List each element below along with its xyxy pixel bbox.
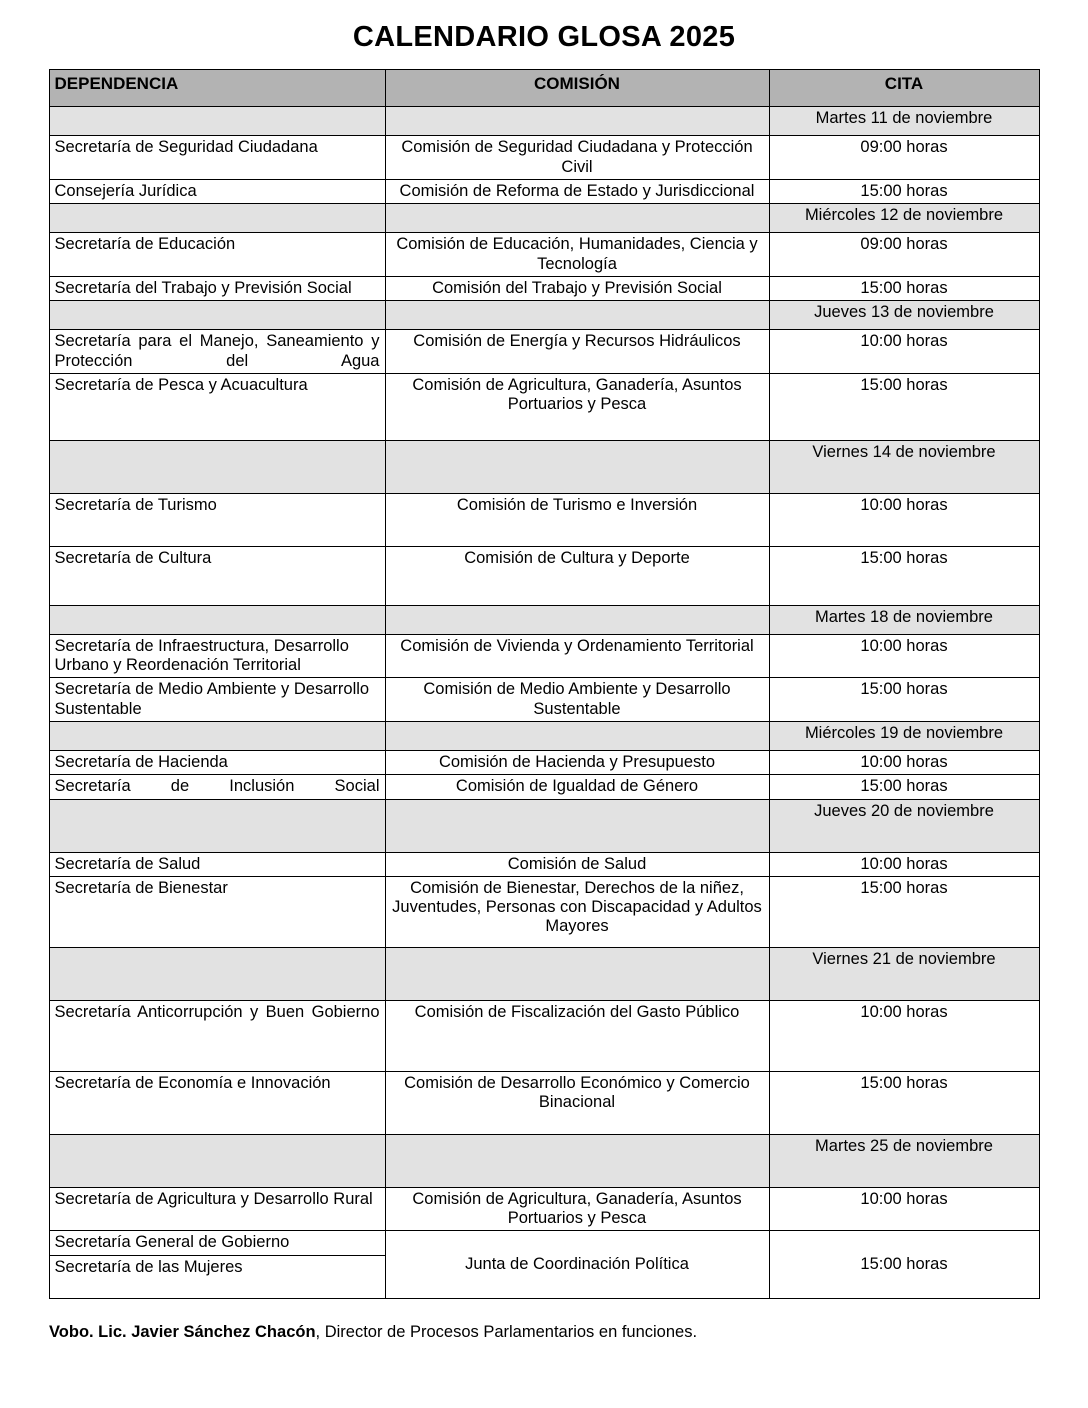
column-header-comision: COMISIÓN [385,70,769,107]
date-label: Viernes 21 de noviembre [769,947,1039,1000]
date-row-spacer-dependencia [49,947,385,1000]
table-row [49,493,1039,546]
date-row-spacer-comision [385,301,769,330]
cell-dependencia: Secretaría de Cultura [49,546,385,605]
table-row [49,1187,1039,1231]
table-row [49,1231,1039,1255]
cell-cita: 15:00 horas [769,876,1039,947]
cell-comision: Comisión de Salud [385,852,769,876]
cell-dependencia: Secretaría Anticorrupción y Buen Gobierno [49,1000,385,1071]
date-row-spacer-comision [385,799,769,852]
date-label: Martes 18 de noviembre [769,605,1039,634]
table-row [49,852,1039,876]
date-row-spacer-dependencia [49,722,385,751]
cell-dependencia: Secretaría de Salud [49,852,385,876]
cell-cita: 10:00 horas [769,1000,1039,1071]
date-section-row [49,107,1039,136]
cell-dependencia: Secretaría de Seguridad Ciudadana [49,136,385,180]
table-row [49,751,1039,775]
footer-signer-name: Vobo. Lic. Javier Sánchez Chacón [49,1322,316,1341]
date-row-spacer-dependencia [49,799,385,852]
cell-comision: Comisión de Agricultura, Ganadería, Asuntos Portuarios y Pesca [385,373,769,440]
date-row-spacer-dependencia [49,1134,385,1187]
date-section-row [49,605,1039,634]
table-row [49,330,1039,374]
table-row [49,775,1039,799]
cell-cita: 15:00 horas [769,775,1039,799]
cell-comision: Comisión de Seguridad Ciudadana y Protección Civil [385,136,769,180]
date-label: Jueves 13 de noviembre [769,301,1039,330]
date-section-row [49,1134,1039,1187]
cell-cita: 09:00 horas [769,233,1039,277]
cell-comision: Comisión de Bienestar, Derechos de la niñez, Juventudes, Personas con Discapacidad y Adultos Mayores [385,876,769,947]
date-section-row [49,947,1039,1000]
cell-comision: Comisión de Desarrollo Económico y Comercio Binacional [385,1071,769,1134]
cell-cita: 15:00 horas [769,373,1039,440]
cell-comision: Comisión de Turismo e Inversión [385,493,769,546]
date-section-row [49,301,1039,330]
date-label: Martes 11 de noviembre [769,107,1039,136]
cell-dependencia: Secretaría General de Gobierno [49,1231,385,1255]
cell-dependencia: Secretaría de Agricultura y Desarrollo Rural [49,1187,385,1231]
cell-cita: 10:00 horas [769,634,1039,678]
cell-comision: Comisión de Fiscalización del Gasto Público [385,1000,769,1071]
date-row-spacer-dependencia [49,440,385,493]
cell-cita: 15:00 horas [769,276,1039,300]
cell-dependencia: Secretaría de Turismo [49,493,385,546]
date-row-spacer-dependencia [49,605,385,634]
table-row [49,678,1039,722]
cell-dependencia: Secretaría de las Mujeres [49,1255,385,1298]
table-row [49,373,1039,440]
date-row-spacer-dependencia [49,204,385,233]
date-row-spacer-comision [385,1134,769,1187]
cell-comision: Comisión de Agricultura, Ganadería, Asuntos Portuarios y Pesca [385,1187,769,1231]
column-header-cita: CITA [769,70,1039,107]
cell-dependencia: Secretaría de Hacienda [49,751,385,775]
cell-dependencia: Secretaría para el Manejo, Saneamiento y Protección del Agua [49,330,385,374]
table-row [49,876,1039,947]
cell-dependencia: Secretaría del Trabajo y Previsión Social [49,276,385,300]
cell-dependencia: Consejería Jurídica [49,180,385,204]
cell-cita: 15:00 horas [769,1071,1039,1134]
date-row-spacer-comision [385,107,769,136]
cell-comision: Comisión de Hacienda y Presupuesto [385,751,769,775]
cell-comision: Comisión de Educación, Humanidades, Ciencia y Tecnología [385,233,769,277]
cell-comision: Comisión del Trabajo y Previsión Social [385,276,769,300]
footer-signer-role: , Director de Procesos Parlamentarios en funciones. [315,1322,698,1341]
calendar-table-body [49,107,1039,1298]
date-label: Martes 25 de noviembre [769,1134,1039,1187]
date-row-spacer-comision [385,440,769,493]
cell-comision: Comisión de Medio Ambiente y Desarrollo Sustentable [385,678,769,722]
cell-comision: Comisión de Energía y Recursos Hidráulicos [385,330,769,374]
cell-dependencia: Secretaría de Economía e Innovación [49,1071,385,1134]
cell-cita: 10:00 horas [769,493,1039,546]
date-label: Miércoles 12 de noviembre [769,204,1039,233]
cell-cita: 10:00 horas [769,330,1039,374]
cell-cita: 09:00 horas [769,136,1039,180]
cell-dependencia: Secretaría de Inclusión Social [49,775,385,799]
date-section-row [49,799,1039,852]
table-row [49,1000,1039,1071]
cell-cita: 15:00 horas [769,546,1039,605]
date-row-spacer-dependencia [49,107,385,136]
table-header-row [49,70,1039,107]
date-label: Viernes 14 de noviembre [769,440,1039,493]
cell-dependencia: Secretaría de Pesca y Acuacultura [49,373,385,440]
table-row [49,180,1039,204]
cell-cita: 10:00 horas [769,751,1039,775]
calendar-table [49,69,1040,1298]
cell-comision: Comisión de Reforma de Estado y Jurisdiccional [385,180,769,204]
date-row-spacer-comision [385,722,769,751]
cell-dependencia: Secretaría de Infraestructura, Desarrollo Urbano y Reordenación Territorial [49,634,385,678]
date-section-row [49,722,1039,751]
cell-cita: 15:00 horas [769,1231,1039,1298]
cell-comision: Comisión de Igualdad de Género [385,775,769,799]
table-row [49,634,1039,678]
cell-cita: 10:00 horas [769,1187,1039,1231]
page-title: CALENDARIO GLOSA 2025 [352,21,736,53]
date-label: Miércoles 19 de noviembre [769,722,1039,751]
cell-cita: 15:00 horas [769,180,1039,204]
table-row [49,546,1039,605]
date-label: Jueves 20 de noviembre [769,799,1039,852]
column-header-dependencia: DEPENDENCIA [49,70,385,107]
cell-comision: Comisión de Cultura y Deporte [385,546,769,605]
cell-dependencia: Secretaría de Bienestar [49,876,385,947]
cell-cita: 15:00 horas [769,678,1039,722]
date-section-row [49,204,1039,233]
table-row [49,136,1039,180]
cell-comision: Junta de Coordinación Política [385,1231,769,1298]
date-row-spacer-dependencia [49,301,385,330]
date-row-spacer-comision [385,204,769,233]
table-row [49,276,1039,300]
date-section-row [49,440,1039,493]
table-row [49,233,1039,277]
date-row-spacer-comision [385,947,769,1000]
cell-comision: Comisión de Vivienda y Ordenamiento Territorial [385,634,769,678]
cell-dependencia: Secretaría de Medio Ambiente y Desarrollo Sustentable [49,678,385,722]
cell-cita: 10:00 horas [769,852,1039,876]
table-row [49,1071,1039,1134]
cell-dependencia: Secretaría de Educación [49,233,385,277]
footer-signature [49,1299,1039,1343]
date-row-spacer-comision [385,605,769,634]
